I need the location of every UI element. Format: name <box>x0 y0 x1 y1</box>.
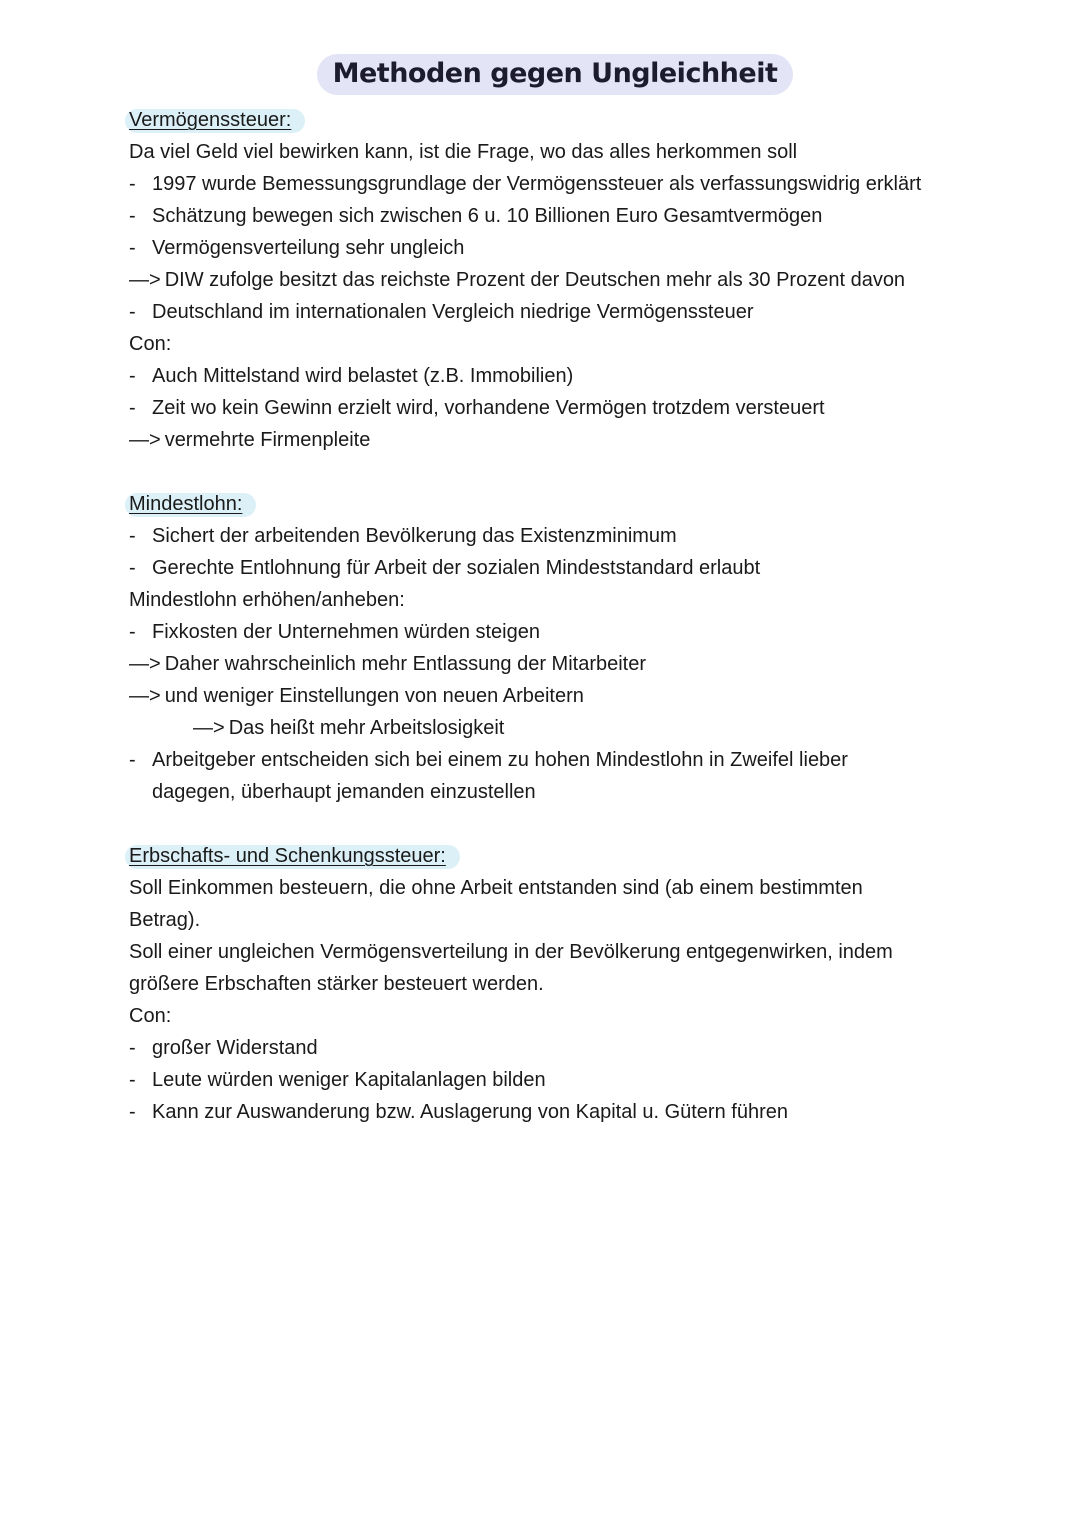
bullet-dash: - <box>129 1101 136 1123</box>
list-item <box>129 1064 1029 1096</box>
heading-text: Erbschafts- und Schenkungssteuer: <box>129 840 446 872</box>
arrow-mark: —> <box>129 269 161 291</box>
arrow-mark: —> <box>129 685 161 707</box>
list-item <box>129 200 1029 232</box>
section-heading-erbschaftssteuer <box>129 840 1029 872</box>
heading-text: Vermögenssteuer: <box>129 104 291 136</box>
bullet-dash: - <box>129 1037 136 1059</box>
paragraph-line: Soll einer ungleichen Vermögensverteilung in der Bevölkerung entgegenwirken, indem <box>129 941 893 963</box>
section-spacer <box>129 456 1029 488</box>
page-title: Methoden gegen Ungleichheit <box>317 54 794 95</box>
list-item <box>129 360 1029 392</box>
arrow-note-text: DIW zufolge besitzt das reichste Prozent der Deutschen mehr als 30 Prozent davon <box>164 269 906 291</box>
list-item <box>129 1032 1029 1064</box>
bullet-dash: - <box>129 205 136 227</box>
paragraph-line: größere Erbschaften stärker besteuert werden. <box>129 973 544 995</box>
bullet-dash: - <box>129 365 136 387</box>
title-container <box>0 54 1080 95</box>
arrow-note-text: und weniger Einstellungen von neuen Arbeitern <box>164 685 584 707</box>
list-item-text: Fixkosten der Unternehmen würden steigen <box>152 621 540 643</box>
arrow-note-text: Das heißt mehr Arbeitslosigkeit <box>228 717 505 739</box>
bullet-dash: - <box>129 1069 136 1091</box>
arrow-note <box>129 264 1029 296</box>
heading-text: Mindestlohn: <box>129 488 242 520</box>
list-item <box>129 520 1029 552</box>
paragraph: Da viel Geld viel bewirken kann, ist die Frage, wo das alles herkommen soll <box>129 141 798 163</box>
arrow-note <box>129 680 1029 712</box>
bullet-dash: - <box>129 397 136 419</box>
paragraph-line: Betrag). <box>129 909 201 931</box>
list-item-text: Sichert der arbeitenden Bevölkerung das Existenzminimum <box>152 525 677 547</box>
list-item-text: Vermögensverteilung sehr ungleich <box>152 237 465 259</box>
list-item-text: Kann zur Auswanderung bzw. Auslagerung von Kapital u. Gütern führen <box>152 1101 788 1123</box>
con-label: Con: <box>129 1005 172 1027</box>
list-item <box>129 232 1029 264</box>
document-body <box>129 104 1029 1128</box>
arrow-note <box>129 424 1029 456</box>
bullet-dash: - <box>129 173 136 195</box>
arrow-note-nested <box>129 712 1029 744</box>
bullet-dash: - <box>129 621 136 643</box>
bullet-dash: - <box>129 301 136 323</box>
list-item-text: Deutschland im internationalen Vergleich niedrige Vermögenssteuer <box>152 301 754 323</box>
list-item-continuation: dagegen, überhaupt jemanden einzustellen <box>152 781 536 803</box>
list-item-text: Auch Mittelstand wird belastet (z.B. Immobilien) <box>152 365 574 387</box>
list-item <box>129 392 1029 424</box>
arrow-mark: —> <box>193 717 225 739</box>
paragraph-line: Soll Einkommen besteuern, die ohne Arbeit entstanden sind (ab einem bestimmten <box>129 877 863 899</box>
list-item <box>129 296 1029 328</box>
list-item-text: Zeit wo kein Gewinn erzielt wird, vorhandene Vermögen trotzdem versteuert <box>152 397 825 419</box>
section-heading-vermoegenssteuer <box>129 104 1029 136</box>
list-item-text: 1997 wurde Bemessungsgrundlage der Vermögenssteuer als verfassungswidrig erklärt <box>152 173 922 195</box>
list-item-text: Leute würden weniger Kapitalanlagen bilden <box>152 1069 546 1091</box>
arrow-mark: —> <box>129 653 161 675</box>
bullet-dash: - <box>129 237 136 259</box>
con-label: Con: <box>129 333 172 355</box>
list-item-text: Gerechte Entlohnung für Arbeit der sozialen Mindeststandard erlaubt <box>152 557 761 579</box>
list-item <box>129 552 1029 584</box>
bullet-dash: - <box>129 557 136 579</box>
list-item <box>129 1096 1029 1128</box>
list-item <box>129 168 1029 200</box>
sub-label: Mindestlohn erhöhen/anheben: <box>129 589 405 611</box>
list-item <box>129 616 1029 648</box>
list-item-text: Schätzung bewegen sich zwischen 6 u. 10 Billionen Euro Gesamtvermögen <box>152 205 823 227</box>
section-spacer <box>129 808 1029 840</box>
list-item <box>129 744 1029 776</box>
bullet-dash: - <box>129 749 136 771</box>
arrow-mark: —> <box>129 429 161 451</box>
section-heading-mindestlohn <box>129 488 1029 520</box>
list-item-text: großer Widerstand <box>152 1037 318 1059</box>
bullet-dash: - <box>129 525 136 547</box>
arrow-note <box>129 648 1029 680</box>
arrow-note-text: Daher wahrscheinlich mehr Entlassung der Mitarbeiter <box>164 653 647 675</box>
arrow-note-text: vermehrte Firmenpleite <box>164 429 371 451</box>
list-item-text: Arbeitgeber entscheiden sich bei einem zu hohen Mindestlohn in Zweifel lieber <box>152 749 848 771</box>
